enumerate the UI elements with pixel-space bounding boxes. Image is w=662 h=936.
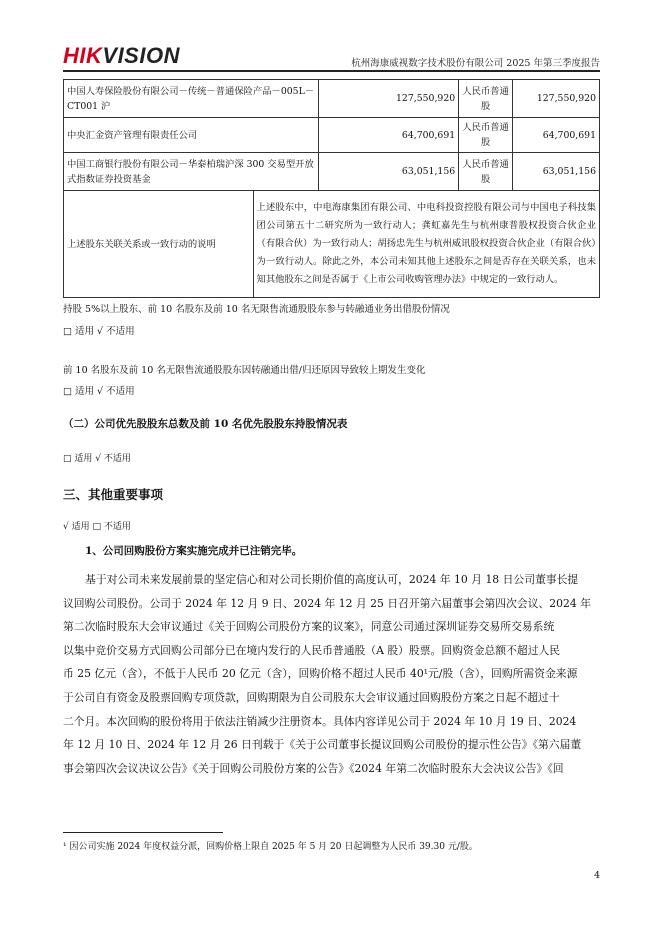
holder-shares: 64,700,691 [319, 118, 459, 153]
page-number: 4 [593, 870, 600, 881]
footnote: ¹ 因公司实施 2024 年度权益分派，回购价格上限自 2025 年 5 月 20 日起调整为人民币 39.30 元/股。 [63, 842, 478, 852]
body-line: 第二次临时股东大会审议通过《关于回购公司股份方案的议案》，同意公司通过深圳证券交易所交易系统 [63, 620, 555, 634]
share-type: 人民币普通股 [459, 80, 513, 118]
table-row [64, 118, 600, 153]
item1-title: 1、公司回购股份方案实施完成并已注销完毕。 [85, 545, 303, 557]
share-count: 63,051,156 [513, 153, 600, 191]
report-title: 杭州海康威视数字技术股份有限公司 2025 年第三季度报告 [351, 58, 600, 69]
body-line: 于公司自有资金及股票回购专项贷款，回购期限为自公司股东大会审议通过回购股份方案之日起不超过十 [63, 690, 560, 704]
body-line: 议回购公司股份。公司于 2024 年 12 月 9 日、2024 年 12 月 25 日召开第六届董事会第四次会议、2024 年 [63, 596, 591, 610]
body-line: 币 25 亿元（含），不低于人民币 20 亿元（含），回购价格不超过人民币 40¹元/股（含），回购所需资金来源 [63, 667, 578, 681]
table-row [64, 80, 600, 118]
change-title: 前 10 名股东及前 10 名无限售流通股股东因转融通出借/归还原因导致较上期发生变化 [63, 365, 426, 376]
company-logo [63, 44, 180, 68]
change-option: □ 适用 √ 不适用 [63, 386, 135, 397]
share-count: 64,700,691 [513, 118, 600, 153]
relation-text: 上述股东中，中电海康集团有限公司、中电科投资控股有限公司与中国电子科技集团公司第五十二研究所为一致行动人；龚虹嘉先生与杭州康普股权投资合伙企业（有限合伙）为一致行动人；胡扬忠先生与杭州威讯股权投资合伙企业（有限合伙）为一致行动人。除此之外，本公司未知其他上述股东之间是否存在关联关系，也未知其他股东之间是否属于《上市公司收购管理办法》中规定的一致行动人。 [253, 191, 599, 298]
table-row [64, 191, 600, 298]
header-divider [63, 70, 600, 72]
footnote-divider [63, 832, 223, 833]
logo-hik: HIK [63, 43, 103, 68]
body-line: 事会第四次会议决议公告》《关于回购公司股份方案的公告》《2024 年第二次临时股东大会决议公告》《回 [63, 761, 564, 775]
holder-name: 中国人寿保险股份有限公司－传统－普通保险产品－005L－CT001 沪 [64, 80, 319, 118]
holder-shares: 63,051,156 [319, 153, 459, 191]
margin-lending-option: □ 适用 √ 不适用 [63, 326, 135, 337]
share-type: 人民币普通股 [459, 118, 513, 153]
other-title: 三、其他重要事项 [63, 487, 164, 502]
table-row [64, 153, 600, 191]
body-line: 二个月。本次回购的股份将用于依法注销减少注册资本。具体内容详见公司于 2024 年 10 月 19 日、2024 [63, 714, 577, 728]
holder-shares: 127,550,920 [319, 80, 459, 118]
holder-name: 中央汇金资产管理有限责任公司 [64, 118, 319, 153]
share-type: 人民币普通股 [459, 153, 513, 191]
holder-name: 中国工商银行股份有限公司－华泰柏瑞沪深 300 交易型开放式指数证券投资基金 [64, 153, 319, 191]
logo-vision: VISION [102, 43, 180, 68]
body-line: 以集中竞价交易方式回购公司部分已在境内发行的人民币普通股（A 股）股票。回购资金总额不超过人民 [63, 643, 561, 657]
relation-label: 上述股东关联关系或一致行动的说明 [64, 191, 254, 298]
other-option: √ 适用 □ 不适用 [63, 522, 131, 532]
item1-body [63, 568, 600, 780]
body-line: 年 12 月 10 日、2024 年 12 月 26 日刊载于《关于公司董事长提议回购公司股份的提示性公告》《第六届董 [63, 738, 582, 752]
preferred-title: （二）公司优先股股东总数及前 10 名优先股股东持股情况表 [63, 418, 348, 430]
shareholders-table [63, 79, 600, 298]
preferred-option: □ 适用 √ 不适用 [63, 454, 131, 464]
share-count: 127,550,920 [513, 80, 600, 118]
margin-lending-title: 持股 5%以上股东、前 10 名股东及前 10 名无限售流通股股东参与转融通业务出借股份情况 [63, 304, 450, 315]
body-line: 基于对公司未来发展前景的坚定信心和对公司长期价值的高度认可，2024 年 10 月 18 日公司董事长提 [85, 573, 579, 586]
